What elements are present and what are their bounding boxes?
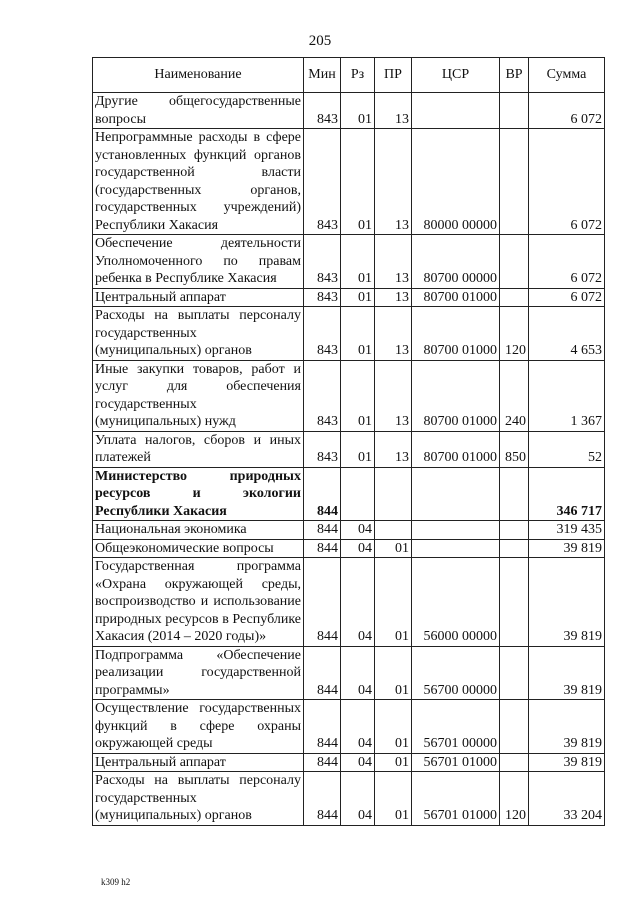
cell-vr [500,753,529,772]
cell-sum: 6 072 [529,288,605,307]
cell-csr [412,467,500,521]
cell-pr: 01 [375,646,412,700]
table-row [93,700,605,754]
cell-name: Другие общегосударственные вопросы [93,93,304,129]
table-row [93,129,605,235]
cell-rz [341,467,375,521]
cell-vr [500,539,529,558]
cell-pr: 01 [375,558,412,647]
cell-sum: 33 204 [529,772,605,826]
cell-vr: 120 [500,307,529,361]
cell-pr: 13 [375,93,412,129]
cell-pr: 13 [375,360,412,431]
cell-pr: 01 [375,772,412,826]
table-row [93,431,605,467]
table-row [93,467,605,521]
cell-sum: 6 072 [529,235,605,289]
header-csr: ЦСР [412,58,500,93]
cell-vr [500,558,529,647]
cell-pr: 13 [375,307,412,361]
cell-min: 843 [304,360,341,431]
cell-name: Государственная программа «Охрана окружающей среды, воспроизводство и использование природных ресурсов в Республике Хакасия (2014 – 2020 годы)» [93,558,304,647]
cell-min: 843 [304,129,341,235]
table-row [93,288,605,307]
header-vr: ВР [500,58,529,93]
cell-csr: 56000 00000 [412,558,500,647]
cell-csr: 80700 01000 [412,307,500,361]
cell-sum: 39 819 [529,646,605,700]
table-row [93,360,605,431]
cell-min: 843 [304,288,341,307]
cell-name: Обеспечение деятельности Уполномоченного по правам ребенка в Республике Хакасия [93,235,304,289]
cell-rz: 01 [341,93,375,129]
cell-rz: 04 [341,539,375,558]
table-row [93,558,605,647]
cell-min: 843 [304,235,341,289]
cell-name: Иные закупки товаров, работ и услуг для обеспечения государственных (муниципальных) нужд [93,360,304,431]
table-row [93,772,605,826]
cell-name: Расходы на выплаты персоналу государственных (муниципальных) органов [93,307,304,361]
cell-rz: 01 [341,431,375,467]
cell-pr: 13 [375,431,412,467]
page-number: 205 [308,33,332,49]
cell-vr [500,93,529,129]
cell-vr [500,467,529,521]
cell-vr [500,288,529,307]
cell-rz: 01 [341,288,375,307]
header-name: Наименование [93,58,304,93]
cell-rz: 04 [341,521,375,540]
cell-pr: 01 [375,539,412,558]
cell-vr [500,521,529,540]
cell-pr: 13 [375,235,412,289]
cell-sum: 52 [529,431,605,467]
cell-vr: 120 [500,772,529,826]
cell-vr: 850 [500,431,529,467]
cell-pr: 13 [375,288,412,307]
header-rz: Рз [341,58,375,93]
cell-vr [500,235,529,289]
cell-sum: 39 819 [529,700,605,754]
cell-min: 844 [304,646,341,700]
cell-min: 844 [304,772,341,826]
cell-sum: 6 072 [529,93,605,129]
cell-csr [412,93,500,129]
cell-csr: 80700 01000 [412,288,500,307]
cell-sum: 1 367 [529,360,605,431]
cell-rz: 04 [341,772,375,826]
cell-csr: 56700 00000 [412,646,500,700]
cell-name: Осуществление государственных функций в сфере охраны окружающей среды [93,700,304,754]
cell-name: Уплата налогов, сборов и иных платежей [93,431,304,467]
cell-min: 843 [304,307,341,361]
cell-sum: 39 819 [529,539,605,558]
header-sum: Сумма [529,58,605,93]
cell-name: Расходы на выплаты персоналу государственных (муниципальных) органов [93,772,304,826]
cell-csr: 56701 01000 [412,772,500,826]
table-row [93,521,605,540]
cell-csr: 56701 01000 [412,753,500,772]
table-row [93,646,605,700]
cell-rz: 01 [341,307,375,361]
cell-name: Национальная экономика [93,521,304,540]
budget-table [92,57,605,826]
cell-csr: 80700 01000 [412,360,500,431]
cell-name: Подпрограмма «Обеспечение реализации государственной программы» [93,646,304,700]
cell-name: Центральный аппарат [93,288,304,307]
cell-pr: 01 [375,753,412,772]
cell-sum: 319 435 [529,521,605,540]
table-row [93,235,605,289]
cell-rz: 04 [341,646,375,700]
footer-code: k309 h2 [101,877,131,887]
cell-min: 844 [304,539,341,558]
cell-pr [375,467,412,521]
cell-min: 844 [304,700,341,754]
header-pr: ПР [375,58,412,93]
cell-csr: 80000 00000 [412,129,500,235]
cell-name: Министерство природных ресурсов и экологии Республики Хакасия [93,467,304,521]
cell-csr: 80700 01000 [412,431,500,467]
cell-pr: 01 [375,700,412,754]
cell-csr: 80700 00000 [412,235,500,289]
cell-min: 844 [304,753,341,772]
cell-min: 844 [304,521,341,540]
table-row [93,93,605,129]
cell-pr: 13 [375,129,412,235]
cell-rz: 04 [341,700,375,754]
cell-min: 844 [304,467,341,521]
table-row [93,539,605,558]
cell-sum: 4 653 [529,307,605,361]
table-header-row [93,58,605,93]
cell-name: Центральный аппарат [93,753,304,772]
cell-min: 843 [304,93,341,129]
cell-rz: 04 [341,753,375,772]
cell-name: Непрограммные расходы в сфере установленных функций органов государственной власти (государственных органов, государственных учреждений) Республики Хакасия [93,129,304,235]
cell-vr [500,646,529,700]
cell-name: Общеэкономические вопросы [93,539,304,558]
cell-vr: 240 [500,360,529,431]
cell-sum: 39 819 [529,753,605,772]
header-min: Мин [304,58,341,93]
cell-sum: 39 819 [529,558,605,647]
table-row [93,753,605,772]
cell-sum: 6 072 [529,129,605,235]
cell-rz: 01 [341,129,375,235]
table-row [93,307,605,361]
cell-min: 843 [304,431,341,467]
cell-csr [412,539,500,558]
cell-rz: 01 [341,360,375,431]
cell-vr [500,700,529,754]
cell-rz: 01 [341,235,375,289]
cell-csr [412,521,500,540]
cell-pr [375,521,412,540]
cell-rz: 04 [341,558,375,647]
cell-csr: 56701 00000 [412,700,500,754]
cell-min: 844 [304,558,341,647]
cell-vr [500,129,529,235]
cell-sum: 346 717 [529,467,605,521]
